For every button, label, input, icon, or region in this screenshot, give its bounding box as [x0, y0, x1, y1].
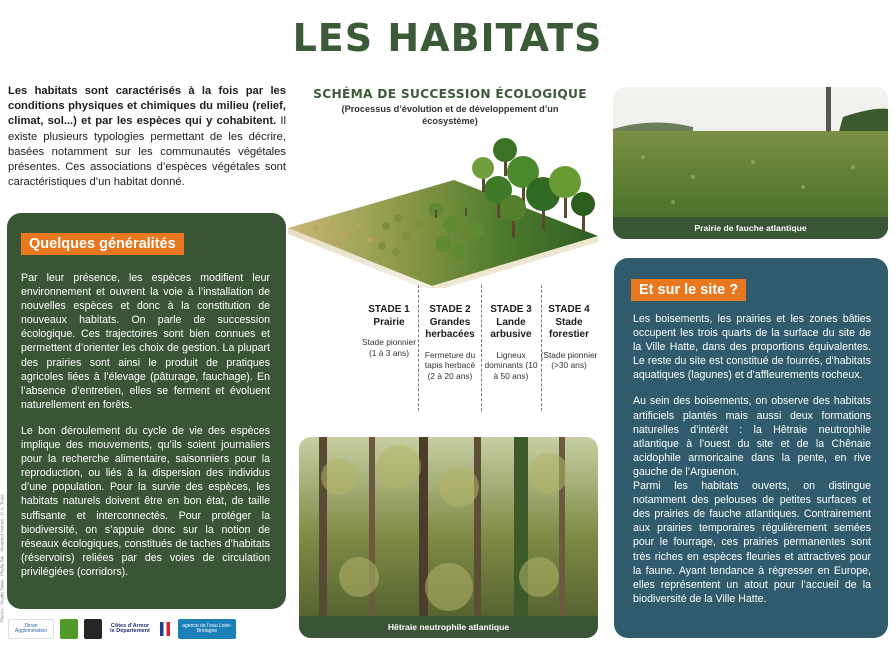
- stage-2-name: STADE 2 Grandes herbacées: [425, 304, 475, 340]
- stage-1-desc: Stade pionnier (1 à 3 ans): [361, 337, 416, 358]
- site-paragraph-3: Parmi les habitats ouverts, on distingue notamment des pelouses de petites surfaces et des prairies de fauche atlantiques. Contrairement aux prairies temporaires régulièrement semées pour le fourrage, ces prairies permanentes sont très riches en espèces fleuries et attractives pour la faune. Ayant tendance à régresser en Europe, elles représentent un atout pour l’accueil de la biodiversité de la Ville Hatte.: [633, 480, 871, 605]
- site-heading: Et sur le site ?: [631, 279, 746, 301]
- photo-credit: Photos : Studio Tintin - Phylla-Bio - Vivarmor Nature - P. A. Toulé: [0, 494, 5, 623]
- stage-divider-1: [418, 285, 419, 411]
- site-panel: [614, 258, 888, 638]
- schema-title: SCHÉMA DE SUCCESSION ÉCOLOGIQUE: [313, 87, 587, 101]
- stage-3-name: STADE 3 Lande arbusive: [490, 304, 532, 340]
- site-paragraph-1: Les boisements, les prairies et les zones bâties occupent les trois quarts de la surface du site de la Ville Hatte, dans des proportions équivalentes. Le reste du site est constitué de fourrés, d’habitats aquatiques (lagunes) et d’affleurements rocheux.: [633, 313, 871, 382]
- agence-eau-logo: agence de l’eau Loire-Bretagne: [178, 619, 236, 639]
- generalities-paragraph-1: Par leur présence, les espèces modifient leur environnement et ouvrent la voie à l’installation de nouvelles espèces et donc à la constitution de nouveaux habitats. On parle de succession écologique. Ces trajectoires sont bien connues et permettent d’orienter les choix de gestion. La plupart des prairies sont ainsi le produit de pratiques agricoles liées à l’élevage (pâturage, fauchage). En l’absence d’entretien, elles se ferment et évoluent naturellement en forêts.: [21, 272, 270, 411]
- intro-text: Il existe plusieurs typologies permettant de les décrire, basées notamment sur les communautés végétales présentes. Ces associations d’espèces végétales sont caractéristiques d’un habitat donné.: [8, 115, 287, 189]
- forest-caption: Hêtraie neutrophile atlantique: [299, 616, 598, 638]
- site-body: [633, 312, 871, 606]
- schema-subtitle: (Processus d’évolution et de développement d’un écosystème): [341, 104, 559, 126]
- stage-4-name: STADE 4 Stade forestier: [548, 304, 590, 340]
- stage-4-desc: (Stade pionnier (>30 ans): [540, 349, 598, 371]
- forest-image: [299, 437, 598, 638]
- association-logo: [84, 619, 102, 639]
- site-paragraph-2: Au sein des boisements, on observe des habitats artificiels plantés mais aussi deux formations naturelles d’intérêt : la Hêtraie neutrophile atlantique à l’ouest du site et de la Chênaie acidophile armoricaine dans la pente, en rive gauche de l’Arguenon.: [633, 395, 871, 478]
- generalities-panel: [7, 213, 286, 609]
- republique-francaise-logo: [158, 619, 172, 639]
- stage-4: [540, 304, 598, 371]
- stage-2-desc: Fermeture du tapis herbacé (2 à 20 ans): [424, 349, 476, 381]
- stage-3-desc: Ligneux dominants (10 à 50 ans): [484, 349, 538, 381]
- stage-3: [482, 304, 540, 381]
- nature-logo: [60, 619, 78, 639]
- stage-1-name: STADE 1 Prairie: [368, 304, 410, 328]
- meadow-caption: Prairie de fauche atlantique: [613, 217, 888, 239]
- page-title: LES HABITATS: [292, 16, 603, 60]
- cotes-armor-logo: Côtes d’Armor le Département: [108, 619, 152, 639]
- forest-photo: [299, 437, 598, 638]
- intro-paragraph: [8, 84, 286, 190]
- partner-logos: [8, 617, 236, 641]
- generalities-body: [21, 271, 270, 579]
- intro-bold: Les habitats sont caractérisés à la fois par les conditions physiques et chimiques du milieu (relief, climat, sol...) et par les espèces qui y cohabitent.: [8, 85, 286, 128]
- generalities-heading: Quelques généralités: [21, 233, 184, 255]
- dinan-agglomeration-logo: Dinan Agglomération: [8, 619, 54, 639]
- stage-2: [421, 304, 479, 381]
- generalities-paragraph-2: Le bon déroulement du cycle de vie des espèces implique des mouvements, qu’ils soient journaliers pour la recherche alimentaire, saisonniers pour la reproduction, ou liés à la dispersion des individus d’une population. Pour la survie des espèces, les habitats naturels doivent être en bon état, de taille suffisante et interconnectés. Pour protéger la biodiversité, on s’appuie donc sur la notion de réseaux écologiques, constitués de taches d’habitats (réservoirs) reliées par des voies de circulation privilégiées (corridors).: [21, 424, 270, 578]
- meadow-photo: [613, 87, 888, 239]
- succession-illustration: [286, 128, 602, 288]
- stage-1: [360, 304, 418, 358]
